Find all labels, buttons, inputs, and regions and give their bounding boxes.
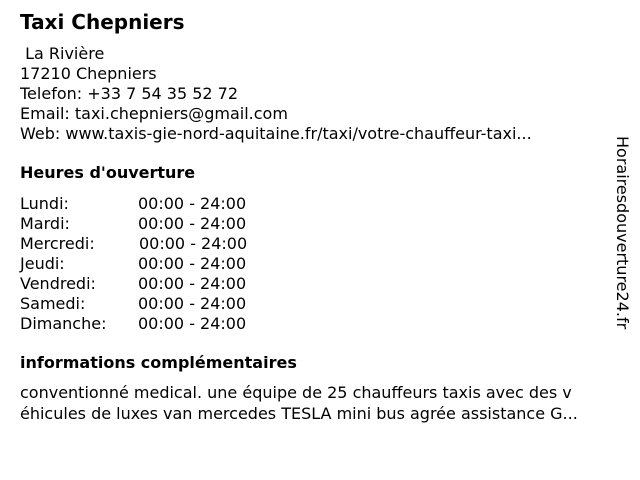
day-label: Jeudi:	[20, 254, 65, 273]
hours-row-monday	[20, 194, 280, 214]
time-range: 00:00 - 24:00	[138, 214, 247, 233]
info-line-1: conventionné medical. une équipe de 25 chauffeurs taxis avec des v	[20, 383, 572, 402]
site-watermark: Horairesdouverture24.fr	[613, 136, 632, 330]
hours-row-sunday	[20, 314, 280, 334]
hours-row-friday	[20, 274, 280, 294]
time-range: 00:00 - 24:00	[138, 294, 247, 313]
hours-row-saturday	[20, 294, 280, 314]
info-line-2: éhicules de luxes van mercedes TESLA mini bus agrée assistance G...	[20, 404, 578, 423]
time-range: 00:00 - 24:00	[138, 194, 247, 213]
day-label: Vendredi:	[20, 274, 96, 293]
time-range: 00:00 - 24:00	[138, 274, 247, 293]
postal-city: 17210 Chepniers	[20, 64, 157, 83]
phone-line: Telefon: +33 7 54 35 52 72	[20, 84, 239, 103]
day-label: Lundi:	[20, 194, 69, 213]
web-line: Web: www.taxis-gie-nord-aquitaine.fr/taxi/votre-chauffeur-taxi...	[20, 124, 532, 143]
day-label: Mercredi:	[20, 234, 95, 253]
time-range: 00:00 - 24:00	[139, 234, 248, 253]
opening-hours-table	[20, 194, 280, 334]
opening-hours-heading: Heures d'ouverture	[20, 163, 196, 182]
day-label: Dimanche:	[20, 314, 107, 333]
email-line: Email: taxi.chepniers@gmail.com	[20, 104, 288, 123]
address-block	[20, 44, 532, 144]
street-address: La Rivière	[20, 44, 105, 63]
additional-info-heading: informations complémentaires	[20, 353, 297, 372]
business-name: Taxi Chepniers	[20, 10, 185, 34]
additional-info-text	[20, 382, 630, 424]
day-label: Samedi:	[20, 294, 86, 313]
day-label: Mardi:	[20, 214, 70, 233]
hours-row-wednesday	[20, 234, 280, 254]
time-range: 00:00 - 24:00	[138, 254, 247, 273]
hours-row-tuesday	[20, 214, 280, 234]
time-range: 00:00 - 24:00	[138, 314, 247, 333]
hours-row-thursday	[20, 254, 280, 274]
